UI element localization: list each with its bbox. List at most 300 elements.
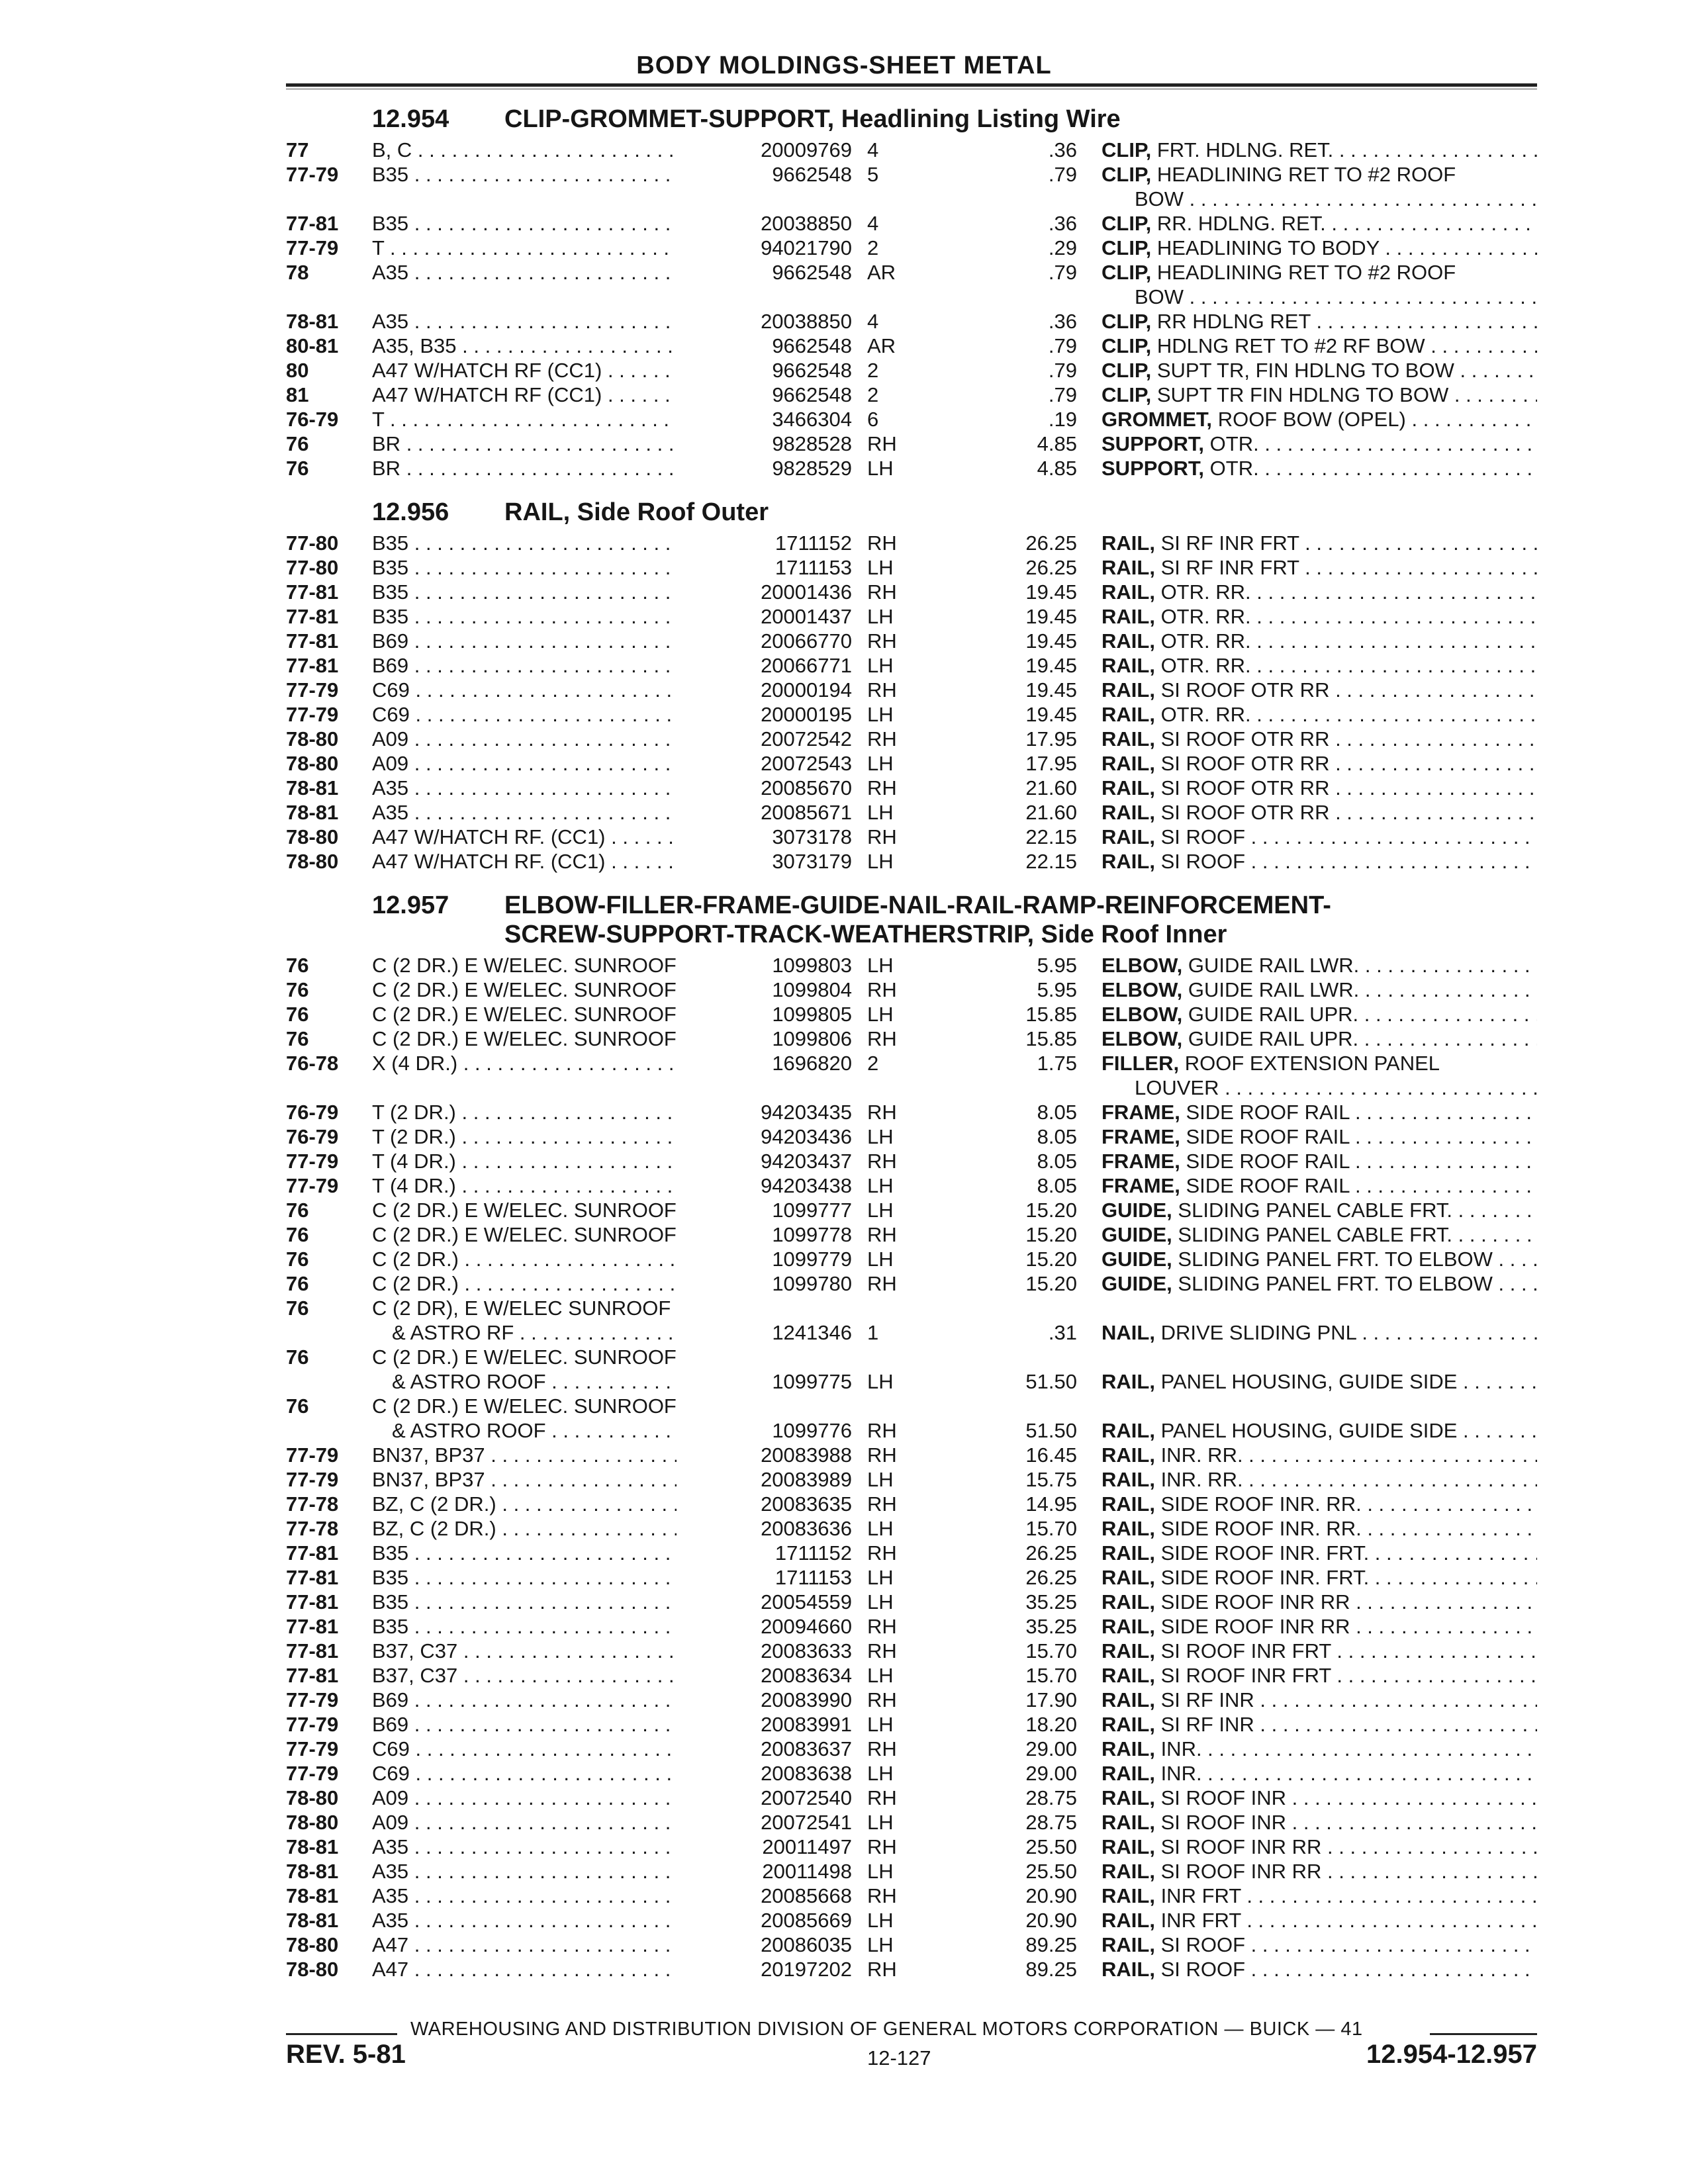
description [1102,580,1537,604]
model-year: 77-79 [286,1737,339,1760]
part-number: 20054559 [761,1590,852,1614]
price: 17.90 [1025,1688,1077,1711]
price: .31 [1048,1321,1077,1344]
description [1102,555,1537,580]
price: 28.75 [1025,1786,1077,1809]
model-year: 77-81 [286,605,339,628]
model-year: 78-81 [286,776,339,799]
description [1102,702,1537,727]
table-row [286,953,1537,978]
table-row [286,309,1537,334]
price: 51.50 [1025,1419,1077,1442]
table-row [286,531,1537,555]
model-year: 77-81 [286,1639,339,1662]
description-line2 [1135,187,1537,211]
part-number: 94021790 [761,236,852,259]
application: B35 . . . [372,1614,677,1639]
part-description: SIDE ROOF RAIL . . . [1186,1125,1537,1148]
model-year: 76 [286,457,309,480]
description [1102,1688,1537,1712]
table-row [286,678,1537,702]
price: 17.95 [1025,752,1077,775]
model-year: 76 [286,1272,309,1295]
part-number: 20086035 [761,1933,852,1956]
part-number: 20083988 [761,1443,852,1467]
quantity: LH [867,1003,894,1026]
price: 21.60 [1025,801,1077,824]
part-description: SI ROOF INR RR . . . [1161,1835,1537,1858]
model-year: 78-80 [286,1933,339,1956]
table-row [286,653,1537,678]
application: A09 . . . [372,751,677,776]
description [1102,1467,1537,1492]
application: A35 . . . [372,1908,677,1933]
description [1102,1320,1537,1345]
part-number: 9828529 [772,457,852,480]
application: C (2 DR.) E W/ELEC. SUNROOF [372,954,677,977]
price: 16.45 [1025,1443,1077,1467]
table-row [286,260,1537,309]
table-row [286,849,1537,874]
quantity: RH [867,1884,897,1907]
model-year: 78-81 [286,1860,339,1883]
part-name: RAIL, [1102,556,1155,579]
quantity: 6 [867,408,879,431]
application: C (2 DR.) E W/ELEC. SUNROOF [372,1345,677,1369]
table-row [286,1614,1537,1639]
quantity: 2 [867,236,879,259]
part-name: RAIL, [1102,629,1155,653]
quantity: LH [867,801,894,824]
application: BR . . . [372,432,677,456]
quantity: LH [867,1199,894,1222]
quantity: LH [867,1664,894,1687]
application: B35 . . . [372,580,677,604]
part-description: SI ROOF INR FRT . . . [1161,1664,1537,1687]
price: 35.25 [1025,1590,1077,1614]
price: 4.85 [1037,457,1077,480]
part-description: GUIDE RAIL UPR. . . . [1188,1027,1537,1050]
quantity: RH [867,580,897,604]
table-row [286,407,1537,432]
price: 15.75 [1025,1468,1077,1491]
description [1102,1418,1537,1443]
part-number: 9662548 [772,359,852,382]
section-title-bold: RAIL, Side Roof Outer [504,498,769,526]
model-year: 78-81 [286,1909,339,1932]
price: 51.50 [1025,1370,1077,1393]
application-line2: & ASTRO ROOF . . . [392,1418,677,1443]
part-name: RAIL, [1102,580,1155,604]
model-year: 76 [286,1297,309,1320]
application: B35 . . . [372,604,677,629]
part-number: 20197202 [761,1958,852,1981]
part-description: OTR. RR. . . . [1161,605,1537,628]
application: B, C . . . [372,138,677,162]
description [1102,1810,1537,1835]
description [1102,1835,1537,1859]
application: B35 . . . [372,162,677,187]
part-description: SIDE ROOF RAIL . . . [1186,1174,1537,1197]
application: B35 . . . [372,555,677,580]
model-year: 77-78 [286,1492,339,1516]
part-number: 1241346 [772,1321,852,1344]
price: 15.70 [1025,1517,1077,1540]
table-row [286,1516,1537,1541]
description [1102,800,1537,825]
quantity: RH [867,1639,897,1662]
table-row [286,1590,1537,1614]
application: T . . . [372,236,677,260]
application: A47 . . . [372,1933,677,1957]
description [1102,776,1537,800]
description [1102,1369,1537,1394]
quantity: LH [867,1909,894,1932]
price: 26.25 [1025,1566,1077,1589]
price: 22.15 [1025,825,1077,848]
part-description: SI ROOF . . . [1161,1958,1537,1981]
application: A47 W/HATCH RF (CC1) . . . [372,358,677,383]
part-name: FRAME, [1102,1150,1180,1173]
footer-page-number: 12-127 [867,2046,931,2070]
price: 14.95 [1025,1492,1077,1516]
model-year: 78 [286,261,309,284]
table-row [286,1198,1537,1222]
part-number: 1099778 [772,1223,852,1246]
table-row [286,432,1537,456]
quantity: LH [867,1174,894,1197]
part-number: 20066771 [761,654,852,677]
price: 19.45 [1025,703,1077,726]
part-number: 20083633 [761,1639,852,1662]
part-description: SIDE ROOF INR. RR. . . . [1161,1517,1537,1540]
description [1102,1933,1537,1957]
part-number: 20072542 [761,727,852,751]
part-number: 1711153 [774,556,852,579]
quantity: LH [867,1933,894,1956]
part-description: SIDE ROOF INR. FRT. . . . [1161,1566,1537,1589]
part-name: RAIL, [1102,1811,1155,1834]
part-description: INR FRT . . . [1161,1884,1537,1907]
description [1102,334,1537,358]
table-row [286,1173,1537,1198]
quantity: LH [867,605,894,628]
part-description: SI ROOF OTR RR . . . [1161,752,1537,775]
part-description: SIDE ROOF INR RR . . . [1161,1615,1537,1638]
part-description: SI ROOF INR . . . [1161,1811,1537,1834]
part-description: PANEL HOUSING, GUIDE SIDE . . . [1161,1370,1537,1393]
quantity: LH [867,1468,894,1491]
part-number: 1099805 [772,1003,852,1026]
price: 25.50 [1025,1860,1077,1883]
part-name: GUIDE, [1102,1199,1172,1222]
table-row [286,727,1537,751]
part-name: ELBOW, [1102,1003,1183,1026]
model-year: 77-81 [286,654,339,677]
part-number: 1099776 [772,1419,852,1442]
quantity: LH [867,1248,894,1271]
description [1102,1663,1537,1688]
part-number: 20001436 [761,580,852,604]
quantity: LH [867,654,894,677]
part-description: SLIDING PANEL CABLE FRT. . . . [1178,1223,1537,1246]
price: 89.25 [1025,1933,1077,1956]
part-name: RAIL, [1102,1737,1155,1760]
part-number: 1099804 [772,978,852,1001]
part-description: SI RF INR FRT . . . [1161,531,1537,555]
price: 28.75 [1025,1811,1077,1834]
quantity: RH [867,727,897,751]
part-number: 20083638 [761,1762,852,1785]
price: 18.20 [1025,1713,1077,1736]
part-name: RAIL, [1102,1615,1155,1638]
part-name: RAIL, [1102,531,1155,555]
description [1102,1639,1537,1663]
part-name: RAIL, [1102,703,1155,726]
model-year: 77-80 [286,531,339,555]
part-name: CLIP, [1102,261,1152,284]
model-year: 78-81 [286,1835,339,1858]
table-row [286,1835,1537,1859]
table-row [286,1786,1537,1810]
application: BZ, C (2 DR.) . . . [372,1516,677,1541]
price: .36 [1048,310,1077,333]
part-name: RAIL, [1102,776,1155,799]
table-row [286,1296,1537,1345]
part-number: 20072541 [761,1811,852,1834]
model-year: 76-79 [286,408,339,431]
price: .79 [1048,359,1077,382]
price: 15.20 [1025,1223,1077,1246]
part-number: 1099803 [772,954,852,977]
table-row [286,1002,1537,1026]
model-year: 77-79 [286,678,339,702]
price: 19.45 [1025,580,1077,604]
quantity: LH [867,1860,894,1883]
part-description: SI ROOF INR RR . . . [1161,1860,1537,1883]
description [1102,1859,1537,1884]
part-name: RAIL, [1102,678,1155,702]
part-description: SIDE ROOF RAIL . . . [1186,1101,1537,1124]
model-year: 77-81 [286,1590,339,1614]
description [1102,751,1537,776]
section-12-954 [286,105,1537,480]
table-row [286,702,1537,727]
application: T (4 DR.) . . . [372,1173,677,1198]
section-12-956 [286,498,1537,874]
part-description: PANEL HOUSING, GUIDE SIDE . . . [1161,1419,1537,1442]
section-title-bold: CLIP-GROMMET-SUPPORT, [504,105,835,133]
table-row [286,978,1537,1002]
part-name: GUIDE, [1102,1223,1172,1246]
footer-group-range: 12.954-12.957 [1366,2040,1537,2069]
application: B69 . . . [372,1712,677,1737]
part-name: RAIL, [1102,825,1155,848]
quantity: RH [867,1958,897,1981]
price: .36 [1048,212,1077,235]
model-year: 77-79 [286,236,339,259]
description [1102,407,1537,432]
part-description: GUIDE RAIL LWR. . . . [1188,954,1537,977]
section-heading [286,498,1537,527]
part-description: OTR. RR. . . . [1161,654,1537,677]
price: 35.25 [1025,1615,1077,1638]
part-number: 20083989 [761,1468,852,1491]
quantity: RH [867,1027,897,1050]
application: A09 . . . [372,727,677,751]
part-description: INR. . . . [1161,1737,1537,1760]
part-name: CLIP, [1102,383,1152,406]
price: 15.70 [1025,1639,1077,1662]
quantity: RH [867,825,897,848]
table-row [286,138,1537,162]
part-number: 94203436 [761,1125,852,1148]
part-number: 20083637 [761,1737,852,1760]
application: A47 W/HATCH RF (CC1) . . . [372,383,677,407]
part-number: 20072540 [761,1786,852,1809]
part-number: 9662548 [772,334,852,357]
table-row [286,383,1537,407]
model-year: 78-81 [286,801,339,824]
page-title: BODY MOLDINGS-SHEET METAL [636,52,1052,79]
model-year: 77-79 [286,703,339,726]
quantity: RH [867,978,897,1001]
description [1102,1761,1537,1786]
model-year: 76 [286,1223,309,1246]
quantity: LH [867,1517,894,1540]
part-description: SLIDING PANEL CABLE FRT. . . . [1178,1199,1537,1222]
part-description: INR. . . . [1161,1762,1537,1785]
section-heading [286,891,1537,949]
part-name: RAIL, [1102,1541,1155,1565]
part-number: 3466304 [772,408,852,431]
price: 15.85 [1025,1027,1077,1050]
price: 15.70 [1025,1664,1077,1687]
table-row [286,1565,1537,1590]
part-name: RAIL, [1102,1419,1155,1442]
table-row [286,1957,1537,1981]
model-year: 77-81 [286,1566,339,1589]
part-name: RAIL, [1102,1590,1155,1614]
part-number: 20083635 [761,1492,852,1516]
description [1102,531,1537,555]
application: A35 . . . [372,1859,677,1884]
part-name: RAIL, [1102,1860,1155,1883]
part-name: SUPPORT, [1102,457,1205,480]
price: 25.50 [1025,1835,1077,1858]
application: B35 . . . [372,1565,677,1590]
application: B69 . . . [372,653,677,678]
model-year: 77 [286,138,309,161]
application: A35 . . . [372,776,677,800]
part-number: 3073178 [772,825,852,848]
part-description: OTR. . . . [1210,457,1537,480]
part-description: SI ROOF . . . [1161,825,1537,848]
part-number: 20011497 [762,1835,852,1858]
price: 89.25 [1025,1958,1077,1981]
part-description: SI ROOF OTR RR . . . [1161,727,1537,751]
price: 29.00 [1025,1762,1077,1785]
part-name: RAIL, [1102,654,1155,677]
price: 19.45 [1025,605,1077,628]
model-year: 77-79 [286,1762,339,1785]
part-description: SI ROOF OTR RR . . . [1161,776,1537,799]
section-title-bold: ELBOW-FILLER-FRAME-GUIDE-NAIL-RAIL-RAMP-REINFORCEMENT- [504,891,1331,919]
model-year: 81 [286,383,309,406]
table-row [286,1639,1537,1663]
part-number: 20083990 [761,1688,852,1711]
application: X (4 DR.) . . . [372,1051,677,1075]
part-description: SI ROOF OTR RR . . . [1161,678,1537,702]
quantity: LH [867,457,894,480]
model-year: 76 [286,1003,309,1026]
quantity: RH [867,1737,897,1760]
part-number: 20009769 [761,138,852,161]
part-description: SI ROOF OTR RR . . . [1161,801,1537,824]
part-name: RAIL, [1102,1443,1155,1467]
price: 15.85 [1025,1003,1077,1026]
model-year: 77-81 [286,1541,339,1565]
description [1102,849,1537,874]
application: B69 . . . [372,1688,677,1712]
part-description: HEADLINING TO BODY . . . [1157,236,1537,259]
part-number: 94203437 [761,1150,852,1173]
model-year: 77-80 [286,556,339,579]
quantity: LH [867,850,894,873]
part-number: 20038850 [761,310,852,333]
table-row [286,334,1537,358]
model-year: 77-81 [286,1615,339,1638]
model-year: 77-81 [286,580,339,604]
part-name: CLIP, [1102,334,1152,357]
part-description: SI ROOF INR FRT . . . [1161,1639,1537,1662]
application: A47 W/HATCH RF. (CC1) . . . [372,849,677,874]
quantity: RH [867,1615,897,1638]
application: C (2 DR.) E W/ELEC. SUNROOF [372,1027,677,1050]
part-number: 1099775 [772,1370,852,1393]
model-year: 78-80 [286,752,339,775]
part-name: CLIP, [1102,310,1152,333]
table-row [286,1247,1537,1271]
description [1102,1786,1537,1810]
quantity: RH [867,1443,897,1467]
table-row [286,1859,1537,1884]
quantity: LH [867,1762,894,1785]
price: .79 [1048,261,1077,284]
application: A09 . . . [372,1810,677,1835]
model-year: 78-80 [286,1811,339,1834]
table-row [286,1663,1537,1688]
table-row [286,1394,1537,1443]
title-rule [286,83,1537,87]
section-number: 12.956 [372,498,449,526]
section-title [504,105,1121,134]
part-name: GROMMET, [1102,408,1213,431]
quantity: LH [867,752,894,775]
part-description: GUIDE RAIL UPR. . . . [1188,1003,1537,1026]
part-name: FILLER, [1102,1052,1180,1075]
part-number: 20085668 [761,1884,852,1907]
price: 26.25 [1025,531,1077,555]
application: B35 . . . [372,1590,677,1614]
price: 1.75 [1037,1052,1077,1075]
quantity: 4 [867,310,879,333]
part-number: 9662548 [772,383,852,406]
application: BR . . . [372,456,677,480]
model-year: 76 [286,978,309,1001]
part-name: CLIP, [1102,138,1152,161]
model-year: 76-79 [286,1101,339,1124]
